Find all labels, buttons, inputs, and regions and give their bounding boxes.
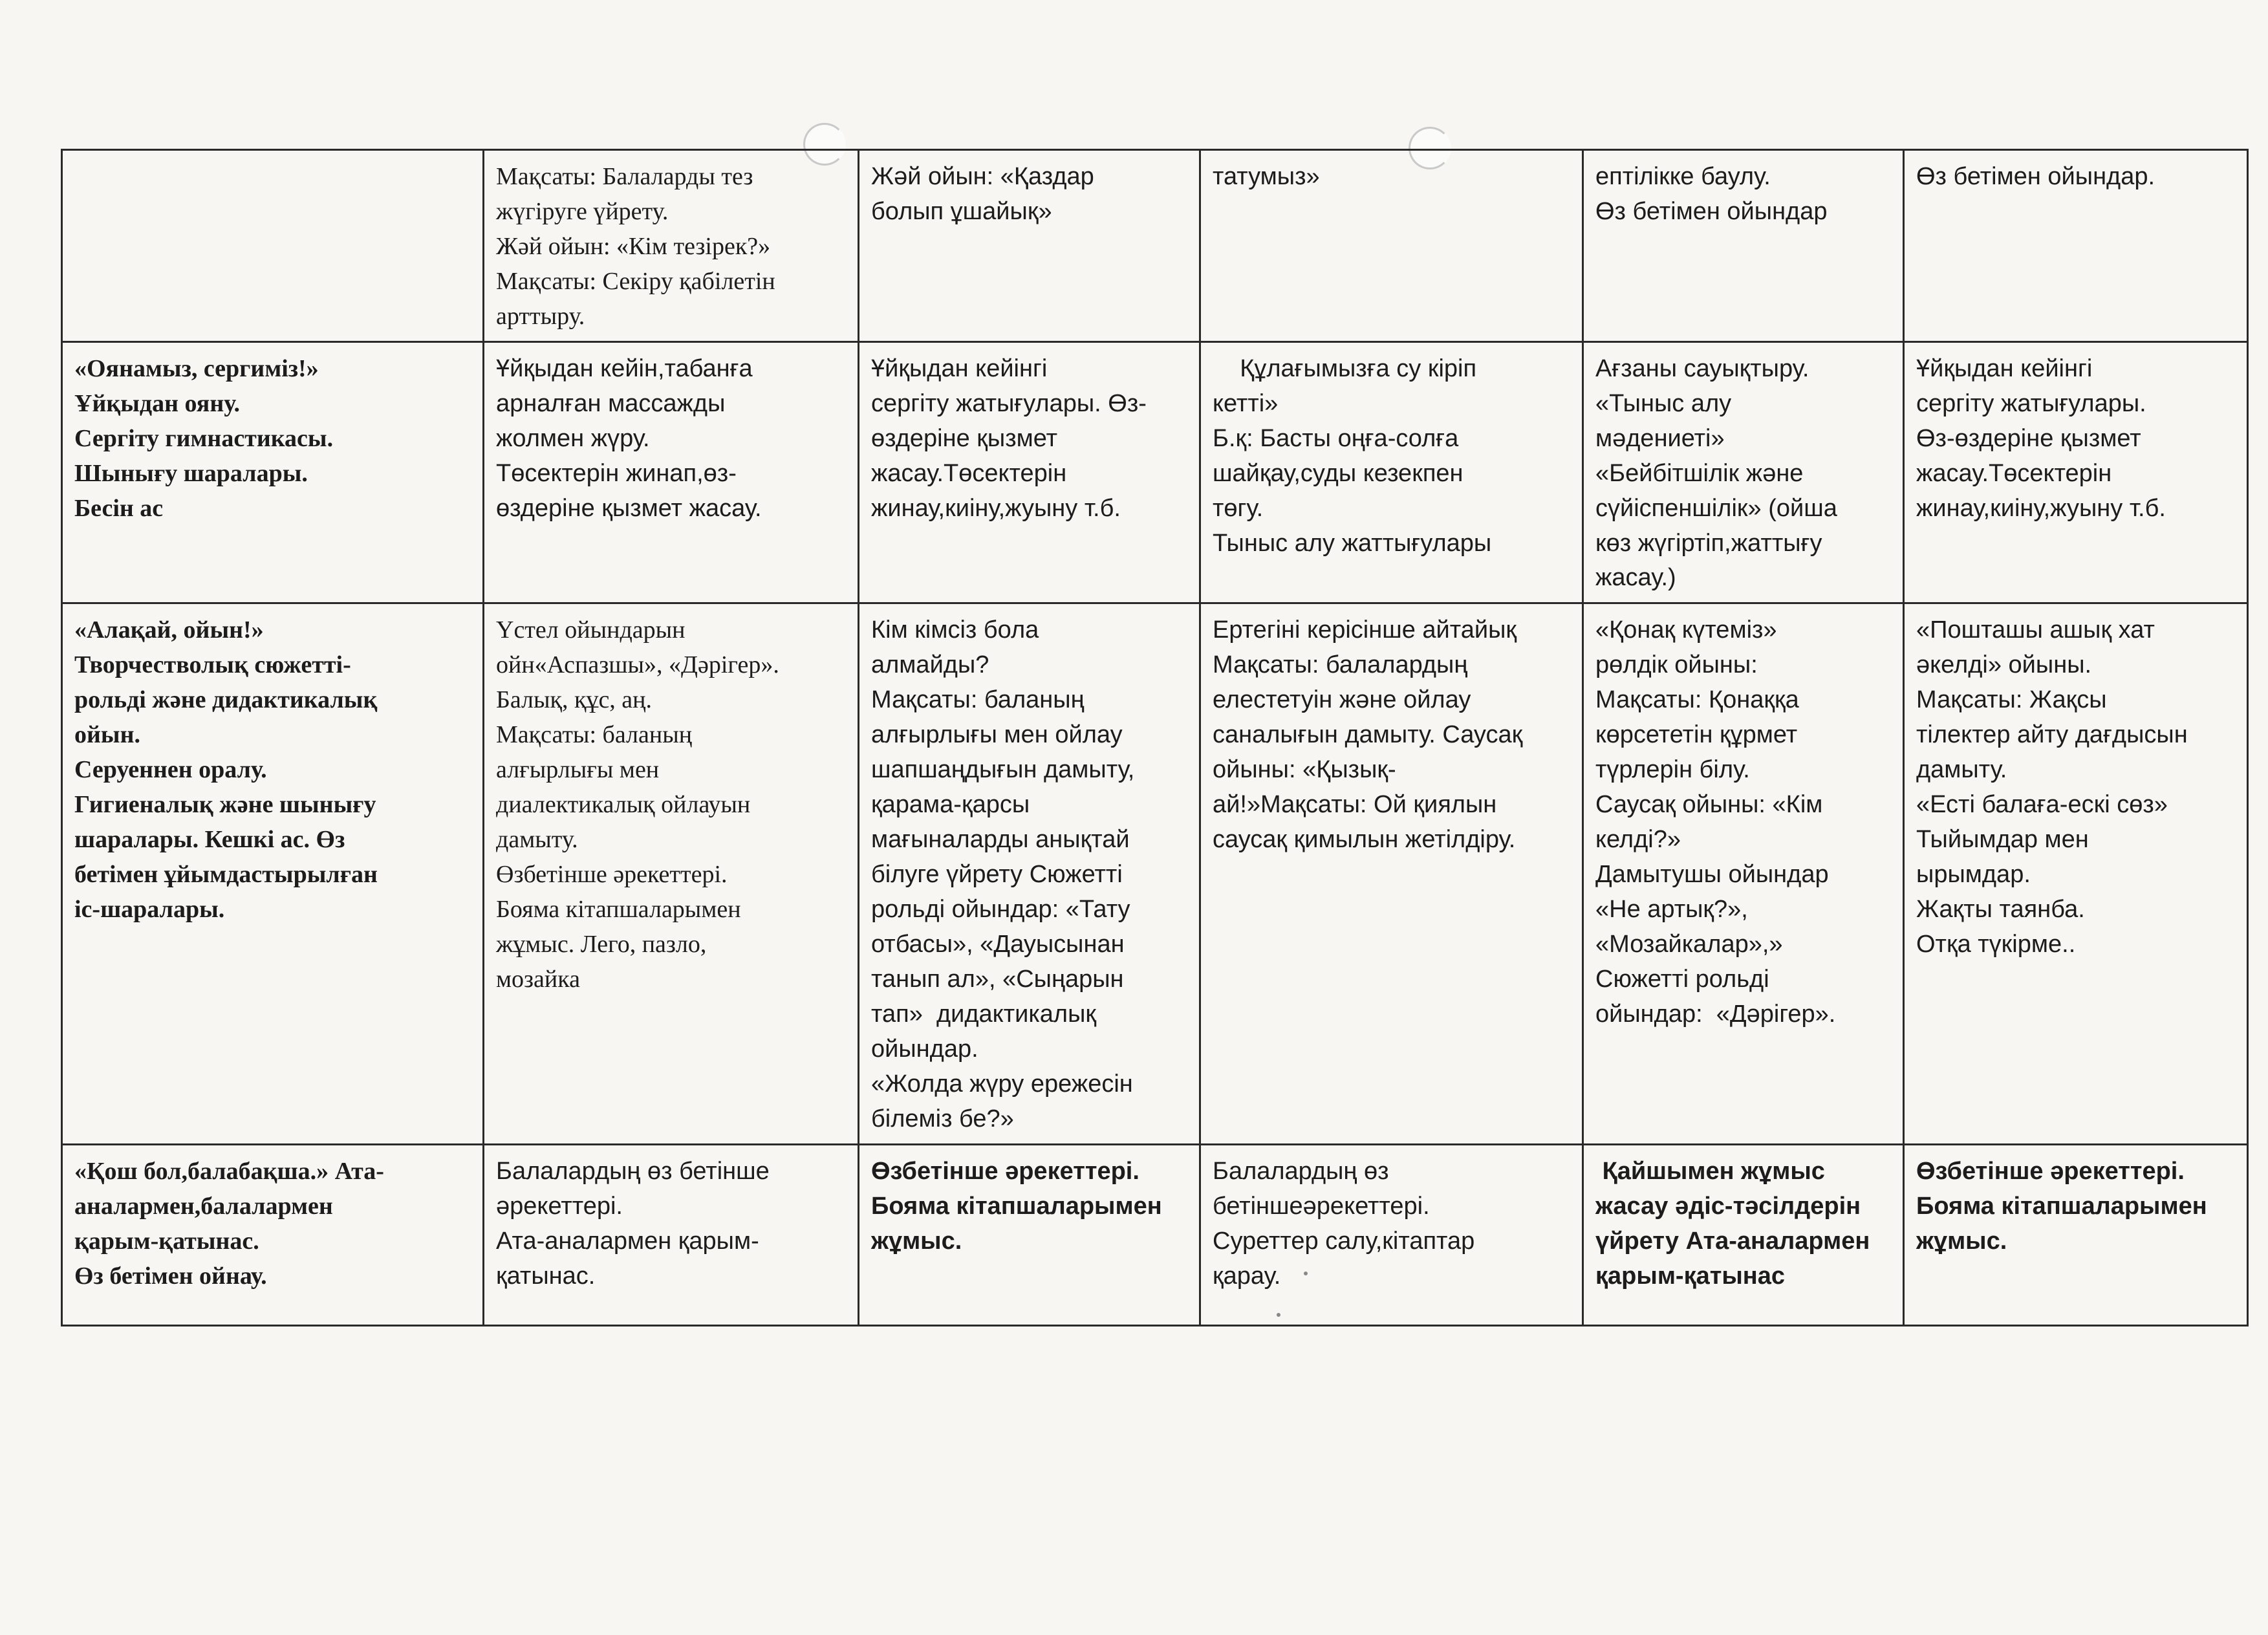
day-cell — [484, 1144, 859, 1325]
day-cell — [1583, 1144, 1904, 1325]
cell-text-line: дамыту. — [1916, 756, 2007, 784]
cell-text-line: Өзбетінше әрекеттері. — [496, 861, 728, 889]
cell-text-line: Балық, құс, аң. — [496, 686, 653, 714]
cell-text-line: қарау. — [1213, 1262, 1281, 1290]
cell-text-line: Мақсаты: Жақсы — [1916, 686, 2107, 714]
cell-text-line: дамыту. — [496, 826, 578, 854]
cell-text-line: рольді және дидактикалық — [74, 686, 378, 714]
cell-text-line: Төсектерін жинап,өз- — [496, 459, 737, 487]
cell-text-line: «Пошташы ашық хат — [1916, 616, 2155, 644]
cell-text-line: Ұйқыдан ояну. — [74, 389, 240, 417]
day-cell — [1583, 341, 1904, 603]
day-cell — [1200, 341, 1583, 603]
cell-text-line: қарама-қарсы — [871, 791, 1030, 819]
cell-text-line: Мақсаты: баланың — [496, 721, 693, 749]
cell-text-line: мозайка — [496, 965, 581, 993]
table-row — [62, 341, 2248, 603]
cell-text-line: шайқау,суды кезекпен — [1213, 459, 1463, 487]
cell-text-line: Жақты таянба. — [1916, 896, 2085, 924]
cell-text-line: төгу. — [1213, 494, 1264, 522]
cell-text-line: алғырлығы мен ойлау — [871, 721, 1123, 749]
cell-text-line: мағыналарды анықтай — [871, 826, 1130, 854]
cell-text-line: жасау әдіс-тәсілдерін — [1595, 1192, 1861, 1220]
cell-text-line: түрлерін білу. — [1595, 756, 1750, 784]
cell-text-line: Сергіту гимнастикасы. — [74, 424, 334, 452]
cell-text-line: Творчестволық сюжетті- — [74, 651, 351, 679]
cell-text-line: ойындар: «Дәрігер». — [1595, 1000, 1836, 1028]
cell-text-line: Бояма кітапшаларымен — [1916, 1192, 2207, 1220]
day-cell — [484, 603, 859, 1144]
cell-text-line: Жәй ойын: «Кім тезірек?» — [496, 232, 771, 260]
cell-text-line: жұмыс. Лего, пазло, — [496, 931, 707, 958]
cell-text-line: көз жүгіртіп,жаттығу — [1595, 529, 1822, 557]
cell-text-line: Суреттер салу,кітаптар — [1213, 1227, 1475, 1255]
cell-text-line: Балалардың өз — [1213, 1157, 1389, 1185]
cell-text-line: Отқа түкірме.. — [1916, 931, 2076, 958]
cell-text-line: Шынығу шаралары. — [74, 459, 308, 487]
cell-text-line: мәдениеті» — [1595, 424, 1725, 452]
cell-text-line: «Оянамыз, сергиміз!» — [74, 354, 319, 382]
cell-text-line: елестетуін және ойлау — [1213, 686, 1471, 714]
cell-text-line: қатынас. — [496, 1262, 596, 1290]
cell-text-line: Өз бетімен ойындар — [1595, 197, 1828, 225]
cell-text-line: ойн«Аспазшы», «Дәрігер». — [496, 651, 779, 679]
cell-text-line: Мақсаты: баланың — [871, 686, 1085, 714]
cell-text-line: қарым-қатынас. — [74, 1227, 259, 1255]
table-row — [62, 603, 2248, 1144]
cell-text-line: Мақсаты: балалардың — [1213, 651, 1468, 679]
cell-text-line: сергіту жатығулары. — [1916, 389, 2146, 417]
cell-text-line: «Қонақ күтеміз» — [1595, 616, 1777, 644]
day-cell — [1904, 150, 2248, 342]
cell-text-line: бетіншеәрекеттері. — [1213, 1192, 1430, 1220]
cell-text-line: «Тыныс алу — [1595, 389, 1732, 417]
cell-text-line: тап» дидактикалық — [871, 1000, 1097, 1028]
cell-text-line: «Қош бол,балабақша.» Ата- — [74, 1157, 384, 1185]
cell-text-line: жинау,киіну,жуыну т.б. — [1916, 494, 2166, 522]
cell-text-line: арналған массажды — [496, 389, 726, 417]
cell-text-line: көрсететін құрмет — [1595, 721, 1798, 749]
cell-text-line: келді?» — [1595, 826, 1681, 854]
cell-text-line: «Есті балаға-ескі сөз» — [1916, 791, 2168, 819]
cell-text-line: ай!»Мақсаты: Ой қиялын — [1213, 791, 1497, 819]
cell-text-line: болып ұшайық» — [871, 197, 1052, 225]
cell-text-line: ырымдар. — [1916, 861, 2031, 889]
table-row — [62, 1144, 2248, 1325]
cell-text-line: танып ал», «Сыңарын — [871, 965, 1124, 993]
cell-text-line: алмайды? — [871, 651, 989, 679]
cell-text-line: Тыйымдар мен — [1916, 826, 2089, 854]
cell-text-line: Өзбетінше әрекеттері. — [1916, 1157, 2185, 1185]
cell-text-line: Өз бетімен ойнау. — [74, 1262, 267, 1290]
cell-text-line: Ертегіні керісінше айтайық — [1213, 616, 1517, 644]
cell-text-line: Өзбетінше әрекеттері. — [871, 1157, 1139, 1185]
cell-text-line: шапшаңдығын дамыту, — [871, 756, 1135, 784]
cell-text-line: Ұйқыдан кейінгі — [871, 354, 1048, 382]
cell-text-line: арттыру. — [496, 302, 585, 330]
cell-text-line: Мақсаты: Секіру қабілетін — [496, 267, 775, 295]
cell-text-line: ептіліккe баулу. — [1595, 163, 1771, 190]
day-cell — [1583, 150, 1904, 342]
cell-text-line: сергіту жатығулары. Өз- — [871, 389, 1147, 417]
day-cell — [1904, 341, 2248, 603]
cell-text-line: ойыны: «Қызық- — [1213, 756, 1396, 784]
cell-text-line: саналығын дамыту. Саусақ — [1213, 721, 1523, 749]
cell-text-line: Тыныс алу жаттығулары — [1213, 529, 1492, 557]
cell-text-line: кетті» — [1213, 389, 1279, 417]
cell-text-line: ойын. — [74, 721, 140, 749]
cell-text-line: Гигиеналық және шынығу — [74, 791, 376, 819]
cell-text-line: «Мозайкалар»,» — [1595, 931, 1783, 958]
cell-text-line: Қайшымен жұмыс — [1595, 1157, 1825, 1185]
cell-text-line: білуге үйрету Сюжетті — [871, 861, 1123, 889]
cell-text-line: үйрету Ата-аналармен — [1595, 1227, 1870, 1255]
cell-text-line: жүгіруге үйрету. — [496, 197, 669, 225]
cell-text-line: жолмен жүру. — [496, 424, 650, 452]
cell-text-line: бетімен ұйымдастырылған — [74, 861, 378, 889]
cell-text-line: жасау.) — [1595, 564, 1676, 592]
cell-text-line: татумыз» — [1213, 163, 1320, 190]
cell-text-line: Өз-өздеріне қызмет — [1916, 424, 2141, 452]
cell-text-line: Б.қ: Басты оңға-солға — [1213, 424, 1459, 452]
day-cell — [1904, 603, 2248, 1144]
day-cell — [1583, 603, 1904, 1144]
cell-text-line: қарым-қатынас — [1595, 1262, 1786, 1290]
cell-text-line: отбасы», «Дауысынан — [871, 931, 1125, 958]
cell-text-line: «Жолда жүру ережесін — [871, 1070, 1133, 1098]
cell-text-line: Ата-аналармен қарым- — [496, 1227, 759, 1255]
cell-text-line: «Не артық?», — [1595, 896, 1748, 924]
cell-text-line: Құлағымызға су кіріп — [1213, 354, 1477, 382]
cell-text-line: іс-шаралары. — [74, 896, 225, 924]
cell-text-line: рөлдік ойыны: — [1595, 651, 1758, 679]
cell-text-line: Үстел ойындарын — [496, 616, 686, 644]
cell-text-line: Дамытушы ойындар — [1595, 861, 1829, 889]
day-cell — [1200, 1144, 1583, 1325]
cell-text-line: Бояма кітапшаларымен — [871, 1192, 1162, 1220]
cell-text-line: Ағзаны сауықтыру. — [1595, 354, 1809, 382]
day-cell — [1200, 150, 1583, 342]
activity-cell — [62, 150, 484, 342]
cell-text-line: жинау,киіну,жуыну т.б. — [871, 494, 1121, 522]
cell-text-line: «Бейбітшілік және — [1595, 459, 1804, 487]
cell-text-line: диалектикалық ойлауын — [496, 791, 751, 819]
cell-text-line: «Алақай, ойын!» — [74, 616, 264, 644]
cell-text-line: саусақ қимылын жетілдіру. — [1213, 826, 1516, 854]
cell-text-line: жасау.Төсектерін — [871, 459, 1067, 487]
day-cell — [859, 1144, 1200, 1325]
cell-text-line: тілектер айту дағдысын — [1916, 721, 2188, 749]
cell-text-line: әрекеттері. — [496, 1192, 623, 1220]
day-cell — [1200, 603, 1583, 1144]
cell-text-line: әкелді» ойыны. — [1916, 651, 2092, 679]
cell-text-line: Бесін ас — [74, 494, 164, 522]
day-cell — [484, 341, 859, 603]
cell-text-line: өздеріне қызмет жасау. — [496, 494, 762, 522]
cell-text-line: Мақсаты: Қонаққа — [1595, 686, 1799, 714]
day-cell — [1904, 1144, 2248, 1325]
cell-text-line: сүйіспеншілік» (ойша — [1595, 494, 1837, 522]
cell-text-line: өздеріне қызмет — [871, 424, 1058, 452]
cell-text-line: жұмыс. — [871, 1227, 962, 1255]
cell-text-line: Бояма кітапшаларымен — [496, 896, 741, 924]
cell-text-line: ойындар. — [871, 1035, 978, 1063]
cell-text-line: жұмыс. — [1916, 1227, 2007, 1255]
daily-schedule-table — [61, 149, 2249, 1326]
activity-cell — [62, 1144, 484, 1325]
cell-text-line: Жәй ойын: «Қаздар — [871, 163, 1094, 190]
activity-cell — [62, 341, 484, 603]
cell-text-line: рольді ойындар: «Тату — [871, 896, 1130, 924]
day-cell — [859, 150, 1200, 342]
table-row — [62, 150, 2248, 342]
cell-text-line: Өз бетімен ойындар. — [1916, 163, 2155, 190]
cell-text-line: Сюжетті рольді — [1595, 965, 1769, 993]
cell-text-line: Мақсаты: Балаларды тез — [496, 163, 753, 190]
cell-text-line: аналармен,балалармен — [74, 1192, 333, 1220]
day-cell — [484, 150, 859, 342]
cell-text-line: алғырлығы мен — [496, 756, 660, 784]
day-cell — [859, 603, 1200, 1144]
cell-text-line: Кім кімсіз бола — [871, 616, 1039, 644]
cell-text-line: білеміз бе?» — [871, 1105, 1014, 1132]
cell-text-line: Балалардың өз бетінше — [496, 1157, 770, 1185]
cell-text-line: Серуеннен оралу. — [74, 756, 267, 784]
cell-text-line: Саусақ ойыны: «Кім — [1595, 791, 1823, 819]
cell-text-line: шаралары. Кешкі ас. Өз — [74, 826, 345, 854]
cell-text-line: Ұйқыдан кейін,табанға — [496, 354, 753, 382]
cell-text-line: Ұйқыдан кейінгі — [1916, 354, 2093, 382]
activity-cell — [62, 603, 484, 1144]
day-cell — [859, 341, 1200, 603]
cell-text-line: жасау.Төсектерін — [1916, 459, 2112, 487]
